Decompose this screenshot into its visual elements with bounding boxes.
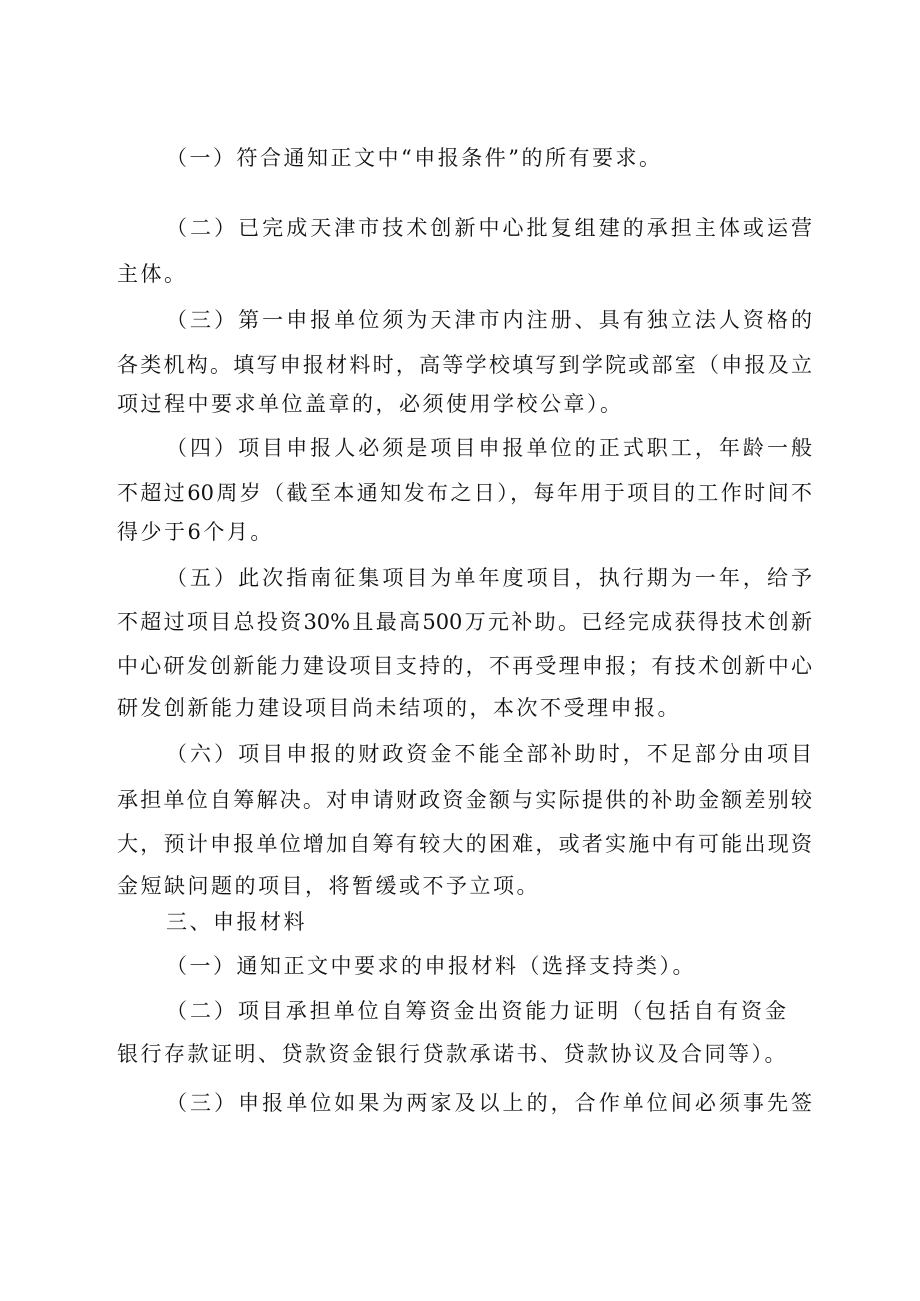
paragraph-line: 不超过60周岁（截至本通知发布之日），每年用于项目的工作时间不 — [117, 481, 812, 505]
paragraph-line: 得少于6个月。 — [117, 520, 274, 544]
paragraph-line: （二）项目承担单位自筹资金出资能力证明（包括自有资金 — [166, 999, 786, 1023]
paragraph-line: （一）符合通知正文中“申报条件”的所有要求。 — [166, 146, 663, 170]
paragraph-line: 各类机构。填写申报材料时，高等学校填写到学院或部室（申报及立 — [117, 353, 812, 377]
paragraph-line: 项过程中要求单位盖章的，必须使用学校公章）。 — [117, 392, 624, 416]
paragraph-line: 主体。 — [117, 262, 188, 286]
paragraph-line: 承担单位自筹解决。对申请财政资金额与实际提供的补助金额差别较 — [117, 788, 812, 812]
section-heading: 三、申报材料 — [166, 910, 307, 934]
paragraph-line: （二）已完成天津市技术创新中心批复组建的承担主体或运营 — [166, 216, 812, 240]
paragraph-line: 银行存款证明、贷款资金银行贷款承诺书、贷款协议及合同等）。 — [117, 1042, 788, 1066]
paragraph-line: 不超过项目总投资30%且最高500万元补助。已经完成获得技术创新 — [117, 610, 812, 634]
paragraph-line: 研发创新能力建设项目尚未结项的，本次不受理申报。 — [117, 696, 681, 720]
paragraph-line: 大，预计申报单位增加自筹有较大的困难，或者实施中有可能出现资 — [117, 832, 812, 856]
paragraph-line: 中心研发创新能力建设项目支持的，不再受理申报；有技术创新中心 — [117, 654, 812, 678]
paragraph-line: （六）项目申报的财政资金不能全部补助时，不足部分由项目 — [166, 742, 812, 766]
paragraph-line: 金短缺问题的项目，将暂缓或不予立项。 — [117, 874, 540, 898]
paragraph-line: （四）项目申报人必须是项目申报单位的正式职工，年龄一般 — [166, 436, 812, 460]
paragraph-line: （三）申报单位如果为两家及以上的，合作单位间必须事先签 — [166, 1091, 812, 1115]
paragraph-line: （三）第一申报单位须为天津市内注册、具有独立法人资格的 — [166, 308, 812, 332]
paragraph-line: （五）此次指南征集项目为单年度项目，执行期为一年，给予 — [166, 566, 812, 590]
paragraph-line: （一）通知正文中要求的申报材料（选择支持类）。 — [166, 954, 696, 978]
